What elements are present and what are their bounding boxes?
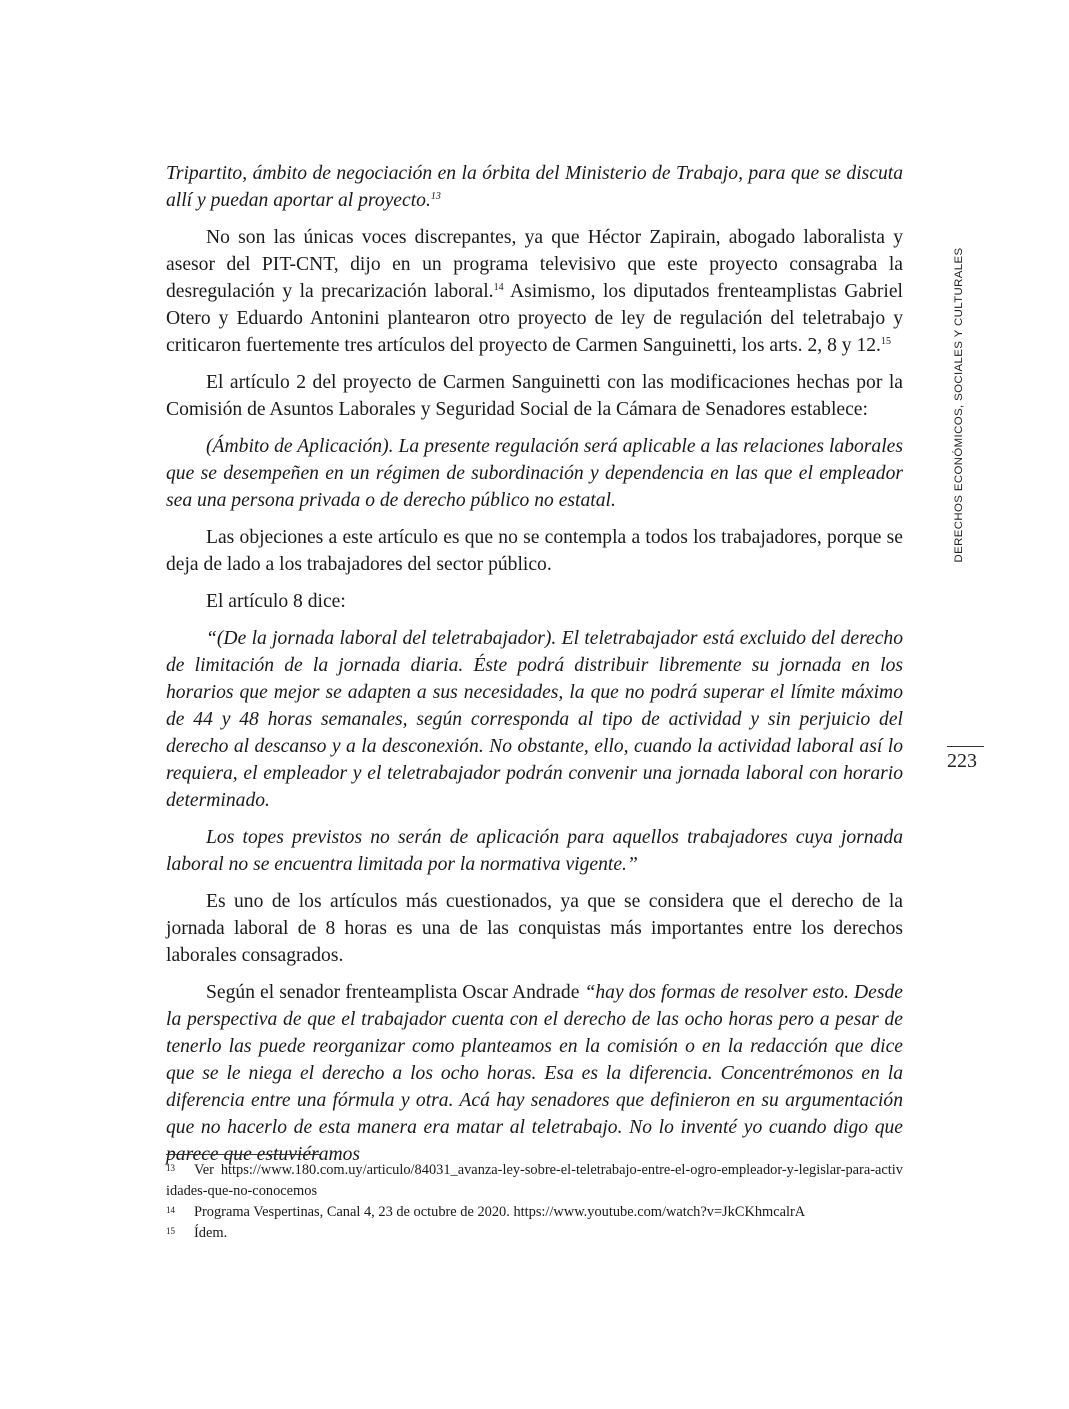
footnote-ref-13[interactable]: 13 bbox=[430, 191, 441, 202]
paragraph-9: Es uno de los artículos más cuestionados, ya que se considera que el derecho de la jornada laboral de 8 horas es una de las conquistas más importantes entre los derechos laborales consagrados. bbox=[166, 891, 903, 966]
footnote-13 bbox=[166, 1160, 903, 1202]
footnote-separator bbox=[166, 1154, 320, 1155]
section-title: DERECHOS ECONÓMICOS, SOCIALES Y CULTURALES bbox=[953, 247, 965, 563]
page-number: 223 bbox=[947, 750, 977, 772]
footnote-number: 14 bbox=[166, 1205, 175, 1215]
footnote-text: Ídem. bbox=[194, 1225, 228, 1241]
footnote-text[interactable]: Programa Vespertinas, Canal 4, 23 de octubre de 2020. https://www.youtube.com/watch?v=JkCKhmcalrA bbox=[194, 1204, 806, 1220]
paragraph-1: Tripartito, ámbito de negociación en la órbita del Ministerio de Trabajo, para que se discuta allí y puedan aportar al proyecto.$^{13}$ bbox=[166, 163, 903, 211]
paragraph-2: No son las únicas voces discrepantes, ya que Héctor Zapirain, abogado laboralista y asesor del PIT-CNT, dijo en un programa televisivo que este proyecto consagraba la desregulación y la precarización laboral.$^{14}$ Asimismo, los diputados frenteamplistas Gabriel Otero y Eduardo Antonini plantearon otro proyecto de ley de regulación del teletrabajo y criticaron fuertemente tres artículos del proyecto de Carmen Sanguinetti, los arts. 2, 8 y 12.15 bbox=[166, 227, 903, 356]
footnote-text[interactable]: Ver https://www.180.com.uy/articulo/84031_avanza-ley-sobre-el-teletrabajo-entre-el-ogro-empleador-y-legislar-para-actividades-que-no-conocemos bbox=[166, 1162, 903, 1199]
paragraph-5: Las objeciones a este artículo es que no se contempla a todos los trabajadores, porque se deja de lado a los trabajadores del sector público. bbox=[166, 527, 903, 575]
paragraph-10: Según el senador frenteamplista Oscar Andrade “hay dos formas de resolver esto. Desde la perspectiva de que el trabajador cuenta con el derecho de las ocho horas pero a pesar de tenerlo las puede reorganizar como planteamos en la comisión o en la redacción que dice que se le niega el derecho a los ocho horas. Esa es la diferencia. Concentrémonos en la diferencia entre una fórmula y otra. Acá hay senadores que definieron en su argumentación que no hacerlo de esta manera era matar al teletrabajo. No lo inventé yo cuando digo que parece que estuviéramos bbox=[166, 982, 904, 1165]
main-text bbox=[166, 160, 903, 1178]
section-sidebar bbox=[946, 246, 972, 564]
footnote-15 bbox=[166, 1223, 903, 1244]
page-number-rule bbox=[947, 746, 984, 747]
quote-article-8-cont: Los topes previstos no serán de aplicación para aquellos trabajadores cuya jornada laboral no se encuentra limitada por la normativa vigente.” bbox=[166, 827, 903, 875]
footnote-14 bbox=[166, 1202, 903, 1223]
footnotes bbox=[166, 1160, 903, 1244]
paragraph-6: El artículo 8 dice: bbox=[206, 591, 346, 612]
quote-article-8: “(De la jornada laboral del teletrabajador). El teletrabajador está excluido del derecho de limitación de la jornada diaria. Éste podrá distribuir libremente su jornada en los horarios que mejor se adapten a sus necesidades, la que no podrá superar el límite máximo de 44 y 48 horas semanales, según corresponda al tipo de actividad y sin perjuicio del derecho al descanso y a la desconexión. No obstante, ello, cuando la actividad laboral así lo requiera, el empleador y el teletrabajador podrán convenir una jornada laboral con horario determinado. bbox=[166, 628, 903, 811]
footnote-number: 15 bbox=[166, 1226, 175, 1236]
andrade-quote: “hay dos formas de resolver esto. Desde la perspectiva de que el trabajador cuenta con el derecho de las ocho horas pero a pesar de tenerlo las puede reorganizar como planteamos en la comisión o en la redacción que dice que se le niega el derecho a los ocho horas. Esa es la diferencia. Concentrémonos en la diferencia entre una fórmula y otra. Acá hay senadores que definieron en su argumentación que no hacerlo de esta manera era matar al teletrabajo. No lo inventé yo cuando digo que parece que estuviéramos bbox=[166, 982, 904, 1165]
footnote-ref-15[interactable]: 15 bbox=[880, 336, 891, 347]
quote-article-2: (Ámbito de Aplicación). La presente regulación será aplicable a las relaciones laborales que se desempeñen en un régimen de subordinación y dependencia en las que el empleador sea una persona privada o de derecho público no estatal. bbox=[166, 436, 903, 511]
footnote-ref-14[interactable]: 14 bbox=[493, 282, 504, 293]
paragraph-3: El artículo 2 del proyecto de Carmen Sanguinetti con las modificaciones hechas por la Comisión de Asuntos Laborales y Seguridad Social de la Cámara de Senadores establece: bbox=[166, 372, 903, 420]
footnote-number: 13 bbox=[166, 1163, 175, 1173]
